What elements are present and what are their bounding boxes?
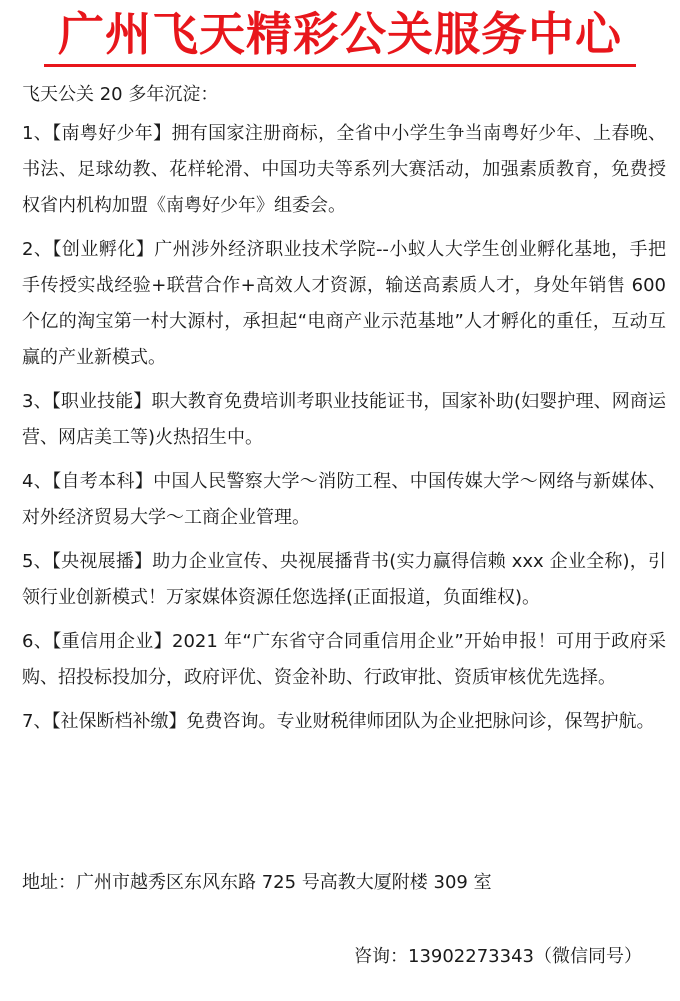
- right-bracket: 】: [134, 551, 153, 572]
- item-text: 免费咨询。专业财税律师团队为企业把脉问诊，保驾护航。: [186, 711, 655, 732]
- item-tag: 自考本科: [61, 471, 135, 492]
- left-bracket: 【: [51, 711, 61, 732]
- right-bracket: 】: [133, 391, 152, 412]
- item-number: 1、: [22, 123, 53, 144]
- item-text: 拥有国家注册商标，全省中小学生争当南粤好少年、上春晚、书法、足球幼教、花样轮滑、中国功夫等系列大赛活动，加强素质教育，免费授权省内机构加盟《南粤好少年》组委会。: [22, 123, 667, 216]
- item-number: 4、: [22, 471, 53, 492]
- service-item-incubation: [22, 232, 666, 376]
- service-item-nanyue: [22, 116, 666, 224]
- item-tag: 南粤好少年: [61, 123, 154, 144]
- item-number: 5、: [22, 551, 52, 572]
- service-item-credit: [22, 624, 666, 696]
- left-bracket: 【: [51, 551, 62, 572]
- item-number: 2、: [22, 239, 53, 260]
- left-bracket: 【: [52, 631, 62, 652]
- item-tag: 央视展播: [61, 551, 135, 572]
- item-text: 中国人民警察大学～消防工程、中国传媒大学～网络与新媒体、对外经济贸易大学～工商企业管理。: [22, 471, 667, 528]
- right-bracket: 】: [153, 631, 173, 652]
- item-tag: 创业孵化: [61, 239, 136, 260]
- left-bracket: 【: [52, 123, 62, 144]
- item-tag: 社保断档补缴: [60, 711, 169, 732]
- right-bracket: 】: [153, 123, 172, 144]
- item-text: 职大教育免费培训考职业技能证书，国家补助(妇婴护理、网商运营、网店美工等)火热招生中。: [22, 391, 667, 448]
- item-text: 2021 年“广东省守合同重信用企业”开始申报！可用于政府采购、招投标投加分，政府评优、资金补助、行政审批、资质审核优先选择。: [22, 631, 667, 688]
- left-bracket: 【: [52, 471, 62, 492]
- right-bracket: 】: [134, 471, 154, 492]
- right-bracket: 】: [135, 239, 155, 260]
- right-bracket: 】: [168, 711, 187, 732]
- service-list: [22, 116, 666, 748]
- item-text: 广州涉外经济职业技术学院--小蚁人大学生创业孵化基地，手把手传授实战经验+联营合作+高效人才资源，输送高素质人才，身处年销售 600 个亿的淘宝第一村大源村，承担起“电商产业示范基地”人才孵化的重任，互动互赢的产业新模式。: [22, 239, 667, 368]
- service-item-vocational: [22, 384, 666, 456]
- left-bracket: 【: [52, 239, 62, 260]
- left-bracket: 【: [51, 391, 61, 412]
- contact-line: 咨询：13902273343（微信同号）: [354, 946, 642, 967]
- service-item-self-study: [22, 464, 666, 536]
- item-number: 3、: [22, 391, 52, 412]
- item-number: 6、: [22, 631, 53, 652]
- item-text: 助力企业宣传、央视展播背书(实力赢得信赖 xxx 企业全称)，引领行业创新模式！万家媒体资源任您选择(正面报道，负面维权)。: [22, 551, 667, 608]
- service-item-social-security: [22, 704, 666, 740]
- item-tag: 职业技能: [60, 391, 134, 412]
- intro-line: 飞天公关 20 多年沉淀：: [22, 84, 219, 105]
- item-number: 7、: [22, 711, 52, 732]
- title-underline: [44, 64, 636, 67]
- item-tag: 重信用企业: [61, 631, 154, 652]
- service-item-cctv: [22, 544, 666, 616]
- page-title: 广州飞天精彩公关服务中心: [58, 7, 622, 61]
- address-line: 地址：广州市越秀区东风东路 725 号高教大厦附楼 309 室: [22, 872, 492, 893]
